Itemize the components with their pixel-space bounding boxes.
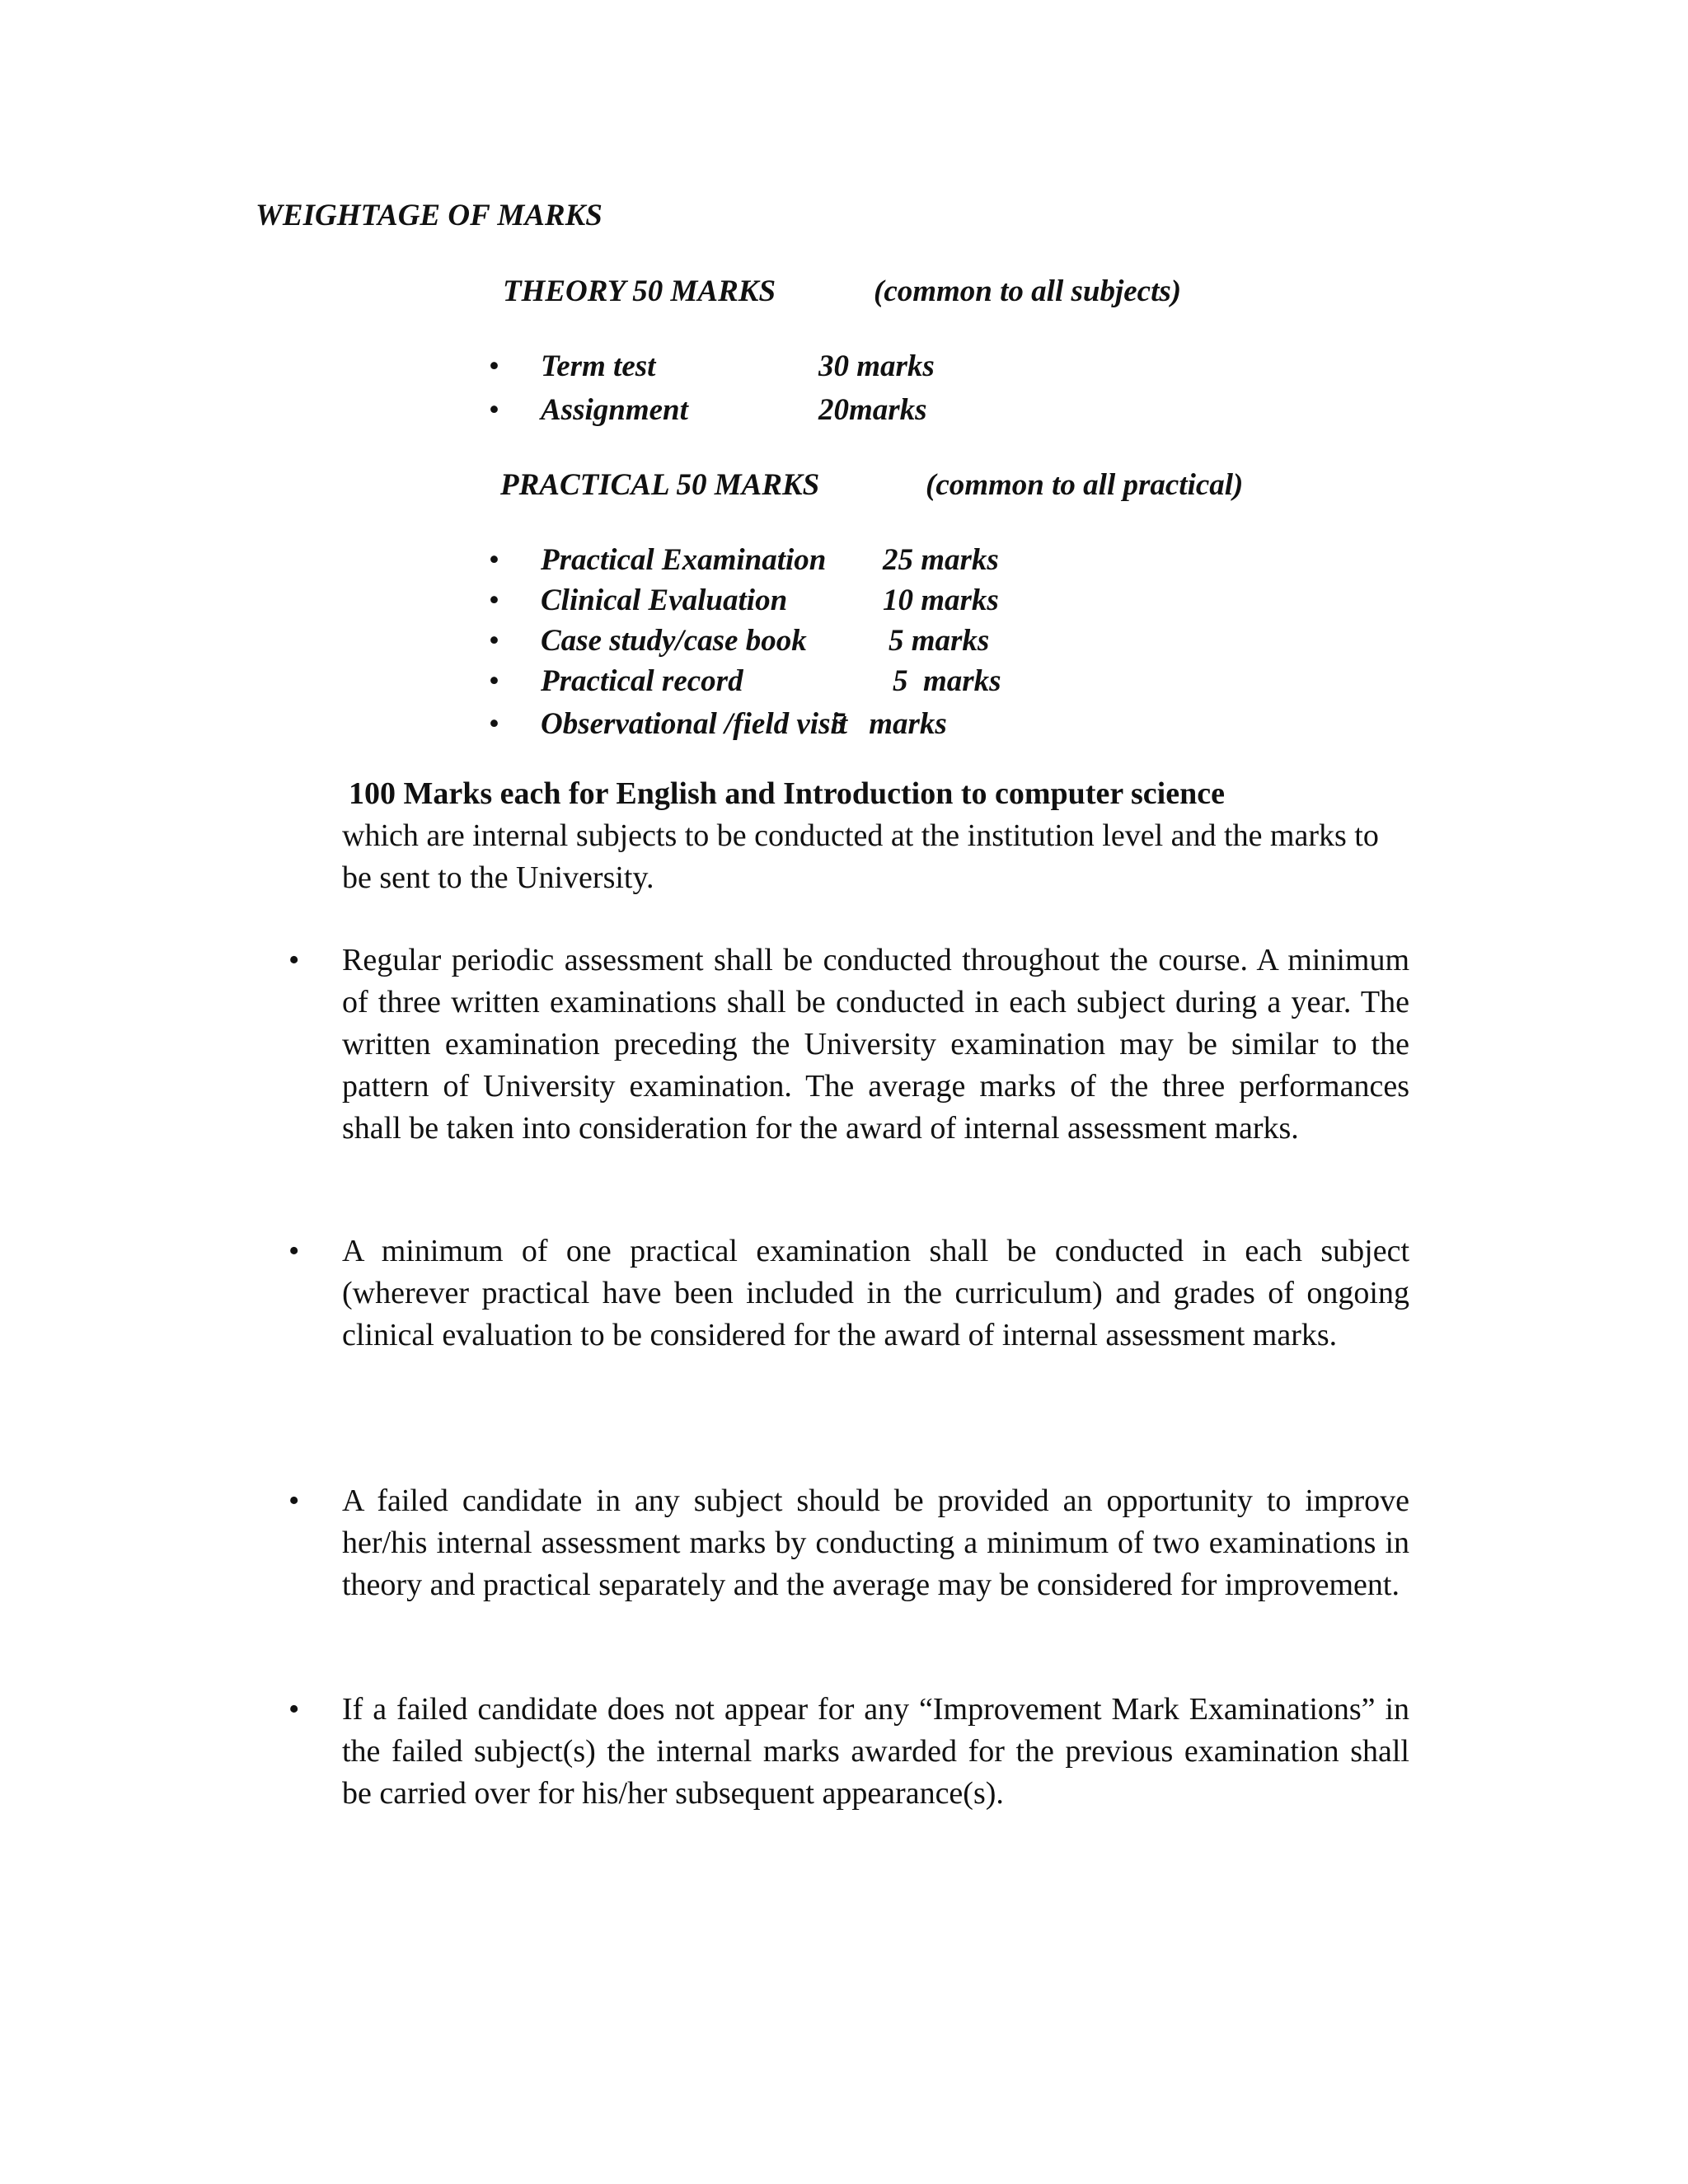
bullet-icon: • (489, 543, 499, 577)
item-label: Term test (541, 349, 656, 383)
bullet-text: Regular periodic assessment shall be conducted throughout the course. A minimum of three written examinations shall be conducted in each subject during a year. The written examination preceding the University examination may be similar to the pattern of University examination. The average marks of the three performances shall be taken into consideration for the award of internal assessment marks. (342, 943, 1409, 1146)
bullet-icon: • (288, 1692, 300, 1727)
theory-title: THEORY 50 MARKS (503, 274, 776, 308)
theory-note: (common to all subjects) (874, 274, 1182, 308)
practical-note: (common to all practical) (926, 468, 1244, 502)
practical-title: PRACTICAL 50 MARKS (500, 468, 820, 502)
bullet-icon: • (288, 943, 300, 977)
bullet-icon: • (489, 393, 499, 427)
item-label: Practical Examination (541, 543, 827, 577)
bullet-text: A failed candidate in any subject should be provided an opportunity to improve her/his internal assessment marks by conducting a minimum of two examinations in theory and practical separately and the average may be considered for improvement. (342, 1483, 1409, 1602)
page-heading: WEIGHTAGE OF MARKS (256, 199, 603, 232)
item-value: 5 marks (831, 707, 947, 741)
item-label: Case study/case book (541, 624, 807, 658)
item-value: 30 marks (818, 349, 935, 383)
item-value: 10 marks (883, 583, 999, 617)
lead-bold-text: 100 Marks each for English and Introduction to computer science (349, 776, 1225, 811)
bullet-icon: • (489, 624, 499, 658)
bullet-icon: • (288, 1483, 300, 1518)
item-label: Practical record (541, 664, 743, 698)
item-value: 20marks (818, 393, 927, 427)
lead-rest-text: which are internal subjects to be conducted at the institution level and the marks to be sent to the University. (342, 818, 1379, 895)
item-label: Clinical Evaluation (541, 583, 788, 617)
bullet-icon: • (288, 1234, 300, 1268)
item-value: 5 marks (893, 664, 1001, 698)
item-label: Observational /field visit (541, 707, 848, 741)
item-value: 25 marks (883, 543, 999, 577)
bullet-text: If a failed candidate does not appear for any “Improvement Mark Examinations” in the failed subject(s) the internal marks awarded for the previous examination shall be carried over for his/her subsequent appearance(s). (342, 1692, 1409, 1811)
item-label: Assignment (541, 393, 688, 427)
bullet-icon: • (489, 664, 499, 698)
item-value: 5 marks (889, 624, 990, 658)
bullet-icon: • (489, 349, 499, 383)
bullet-icon: • (489, 583, 499, 617)
bullet-text: A minimum of one practical examination shall be conducted in each subject (wherever practical have been included in the curriculum) and grades of ongoing clinical evaluation to be considered for the award of internal assessment marks. (342, 1234, 1409, 1352)
lead-paragraph (342, 773, 1414, 899)
bullet-icon: • (489, 707, 499, 741)
